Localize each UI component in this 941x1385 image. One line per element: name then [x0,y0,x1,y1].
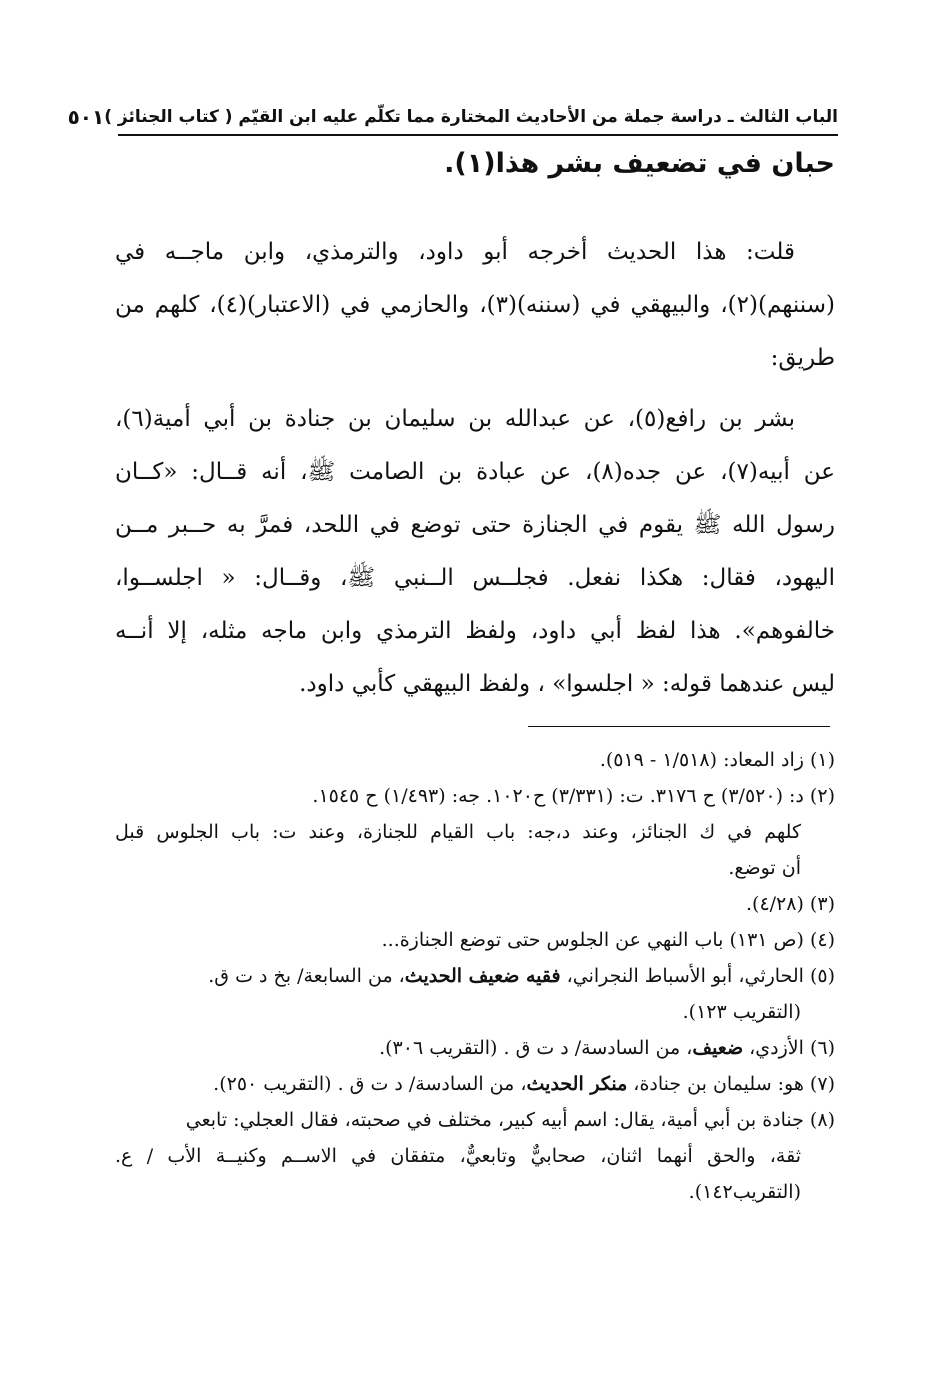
chapter-title: الباب الثالث ـ دراسة جملة من الأحاديث المختارة مما تكلّم عليه ابن القيّم ( كتاب الجنائز ) [104,107,838,127]
paragraph-hadith [115,393,835,711]
footnote-3 [115,886,835,922]
footnote-part: (٦) الأزدي، [743,1037,835,1059]
footnote-bold-grade: ضعيف [692,1037,744,1059]
footnote-divider [528,726,830,727]
footnote-part: ، من السادسة/ د ت ق . (التقريب ٣٠٦). [379,1037,693,1059]
footnote-continuation [115,994,835,1030]
footnote-part: (٥) الحارثي، أبو الأسباط النجراني، [560,965,835,987]
footnote-text: (٨) جنادة بن أبي أمية، يقال: اسم أبيه كبير، مختلف في صحبته، فقال العجلي: تابعي [185,1109,835,1131]
footnote-text: كلهم في ك الجنائز، وعند د،جه: باب القيام للجنازة، وعند ت: باب الجلوس قبل [115,821,801,843]
text-line: خالفوهم». هذا لفظ أبي داود، ولفظ الترمذي وابن ماجه مثله، إلا أنــه [115,618,835,644]
footnote-continuation [115,1138,835,1210]
running-header [67,100,838,136]
footnote-text [115,1066,835,1102]
footnote-text: (التقريب ١٢٣). [682,1001,801,1023]
footnote-part: ، من السابعة/ بخ د ت ق. [208,965,405,987]
footnote-bold-grade: منكر الحديث [526,1073,628,1095]
footnote-4 [115,922,835,958]
text-line: عن أبيه(٧)، عن جده(٨)، عن عبادة بن الصامت ﷺ، أنه قــال: «كــان [115,459,835,485]
page-number: ٥٠١ [67,105,105,129]
text-line: (سننهم)(٢)، والبيهقي في (سننه)(٣)، والحازمي في (الاعتبار)(٤)، كلهم من [115,292,835,318]
footnote-text: (٤) (ص ١٣١) باب النهي عن الجلوس حتى توضع الجنازة... [381,929,835,951]
text-line: رسول الله ﷺ يقوم في الجنازة حتى توضع في اللحد، فمرَّ به حــبر مــن [115,512,835,538]
footnote-part: ، من السادسة/ د ت ق . (التقريب ٢٥٠). [213,1073,527,1095]
footnote-6 [115,1030,835,1066]
footnote-text: (٢) د: (٣/٥٢٠) ح ٣١٧٦. ت: (٣/٣٣١) ح١٠٢٠. جه: (١/٤٩٣) ح ١٥٤٥. [312,785,835,807]
text-line: اليهود، فقال: هكذا نفعل. فجلــس الــنبي ﷺ، وقــال: « اجلســوا، [115,565,835,591]
footnote-2 [115,778,835,886]
lead-line: حبان في تضعيف بشر هذا(١). [444,148,835,179]
text-line: قلت: هذا الحديث أخرجه أبو داود، والترمذي، وابن ماجــه في [115,239,795,265]
paragraph-takhrij [115,226,835,385]
footnote-text: (التقريب١٤٢). [688,1181,801,1203]
footnote-8 [115,1102,835,1210]
footnote-text: ثقة، والحق أنهما اثنان، صحابيٌّ وتابعيٌّ، متفقان في الاســم وكنيــة الأب / ع. [115,1145,801,1167]
footnote-continuation [115,814,835,886]
footnote-part: (٧) هو: سليمان بن جنادة، [627,1073,835,1095]
footnote-1 [115,742,835,778]
footnote-text: (٣) (٤/٢٨). [746,893,835,915]
footnote-5 [115,958,835,1030]
footnotes [115,742,835,1210]
footnote-text [115,1030,835,1066]
text-line: ليس عندهما قوله: « اجلسوا» ، ولفظ البيهقي كأبي داود. [299,671,835,697]
text-line: بشر بن رافع(٥)، عن عبدالله بن سليمان بن جنادة بن أبي أمية(٦)، [115,406,795,432]
footnote-bold-grade: فقيه ضعيف الحديث [404,965,561,987]
footnote-7 [115,1066,835,1102]
text-line: طريق: [770,345,835,371]
footnote-text [115,958,835,994]
footnote-text: أن توضع. [728,857,801,879]
footnote-text: (١) زاد المعاد: (١/٥١٨ - ٥١٩). [599,749,835,771]
